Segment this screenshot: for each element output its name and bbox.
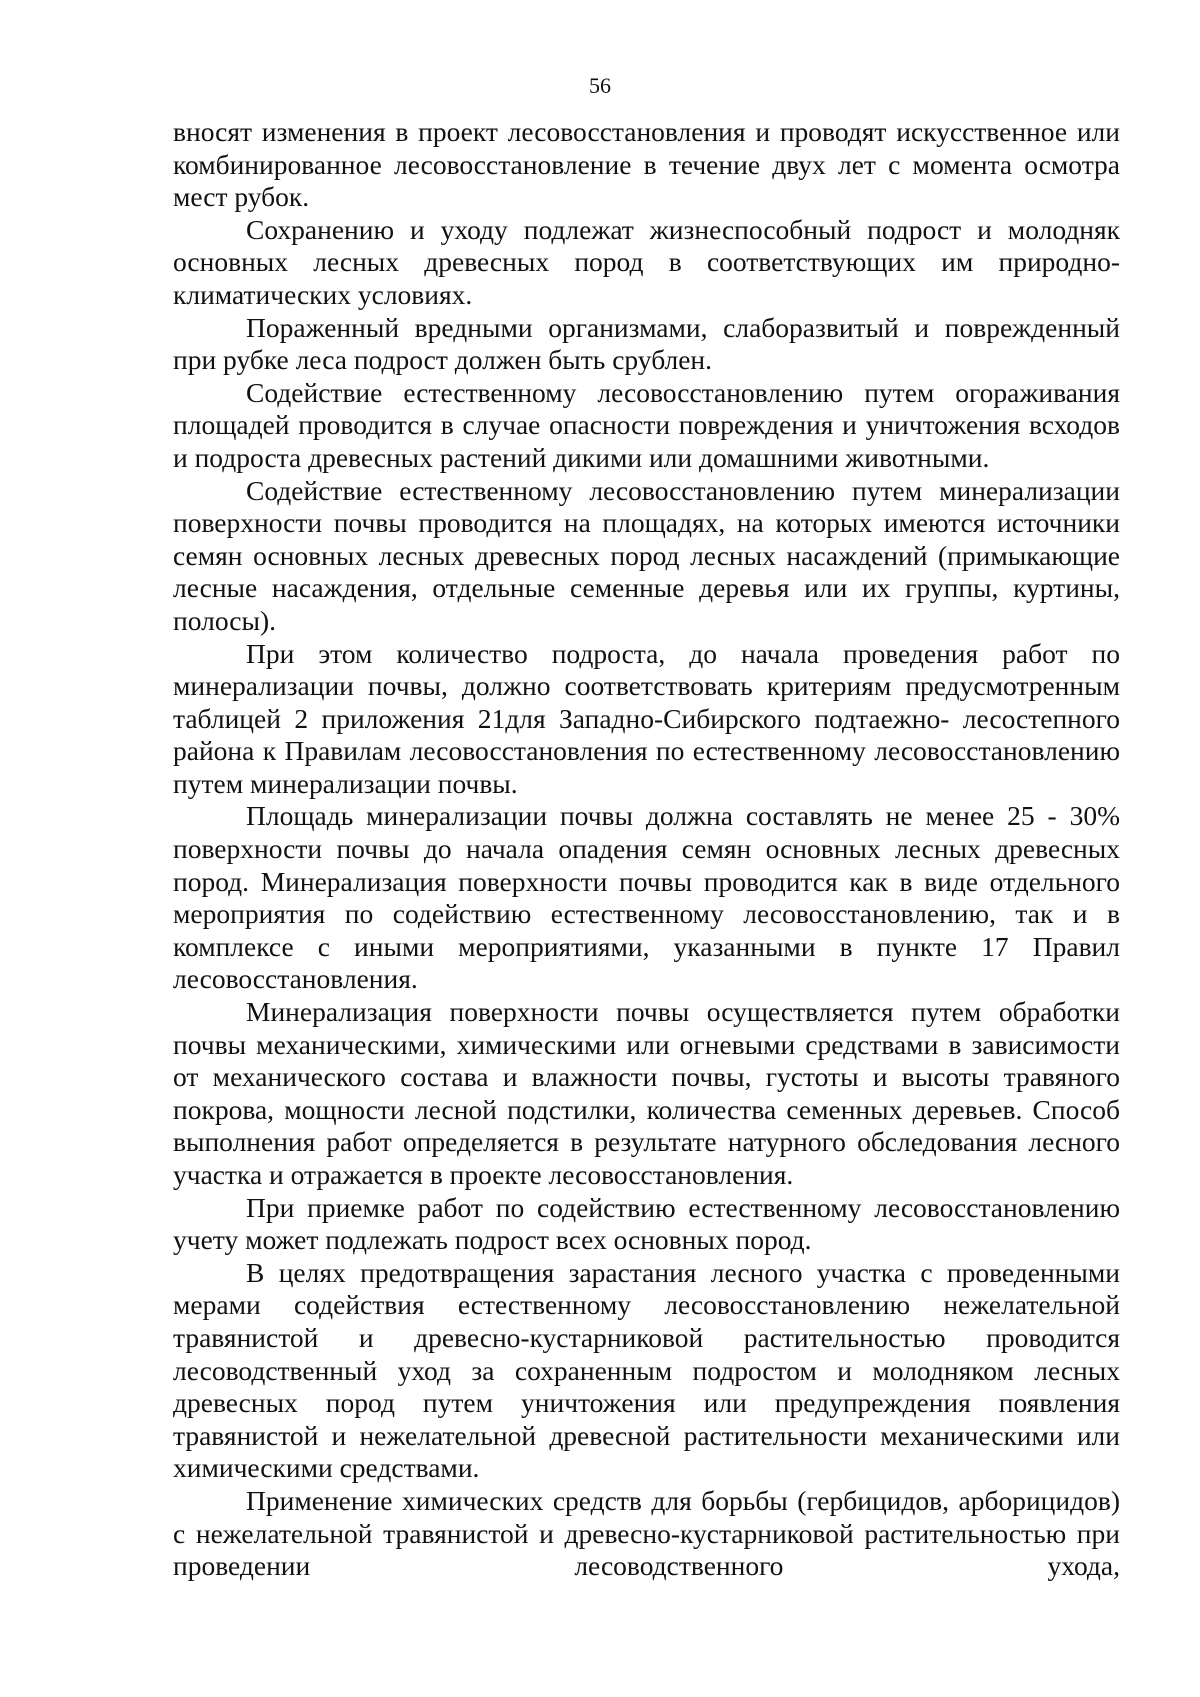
paragraph-mineralization-methods: Минерализация поверхности почвы осуществляется путем обработки почвы механическими, химическими или огневыми средствами в зависимости от механического состава и влажности почвы, густоты и высоты травяного покрова, мощности лесной подстилки, количества семенных деревьев. Способ выполнения работ определяется в результате натурного обследования лесного участка и отражается в проекте лесовосстановления. — [173, 996, 1120, 1190]
document-body — [173, 116, 1120, 1583]
paragraph-fencing: Содействие естественному лесовосстановлению путем огораживания площадей проводится в случае опасности повреждения и уничтожения всходов и подроста древесных растений дикими или домашними животными. — [173, 376, 1120, 473]
paragraph-damaged-undergrowth: Пораженный вредными организмами, слаборазвитый и поврежденный при рубке леса подрост должен быть срублен. — [173, 311, 1120, 376]
paragraph-undergrowth-quantity: При этом количество подроста, до начала проведения работ по минерализации почвы, должно соответствовать критериям предусмотренным таблицей 2 приложения 21для Западно-Сибирского подтаежно- лесостепного района к Правилам лесовосстановления по естественному лесовосстановлению путем минерализации почвы. — [173, 637, 1120, 799]
paragraph-preservation: Сохранению и уходу подлежат жизнеспособный подрост и молодняк основных лесных древесных пород в соответствующих им природно-климатических условиях. — [173, 213, 1120, 310]
paragraph-continuation: вносят изменения в проект лесовосстановления и проводят искусственное или комбинированное лесовосстановление в течение двух лет с момента осмотра мест рубок. — [173, 116, 1120, 213]
paragraph-overgrowth-prevention: В целях предотвращения зарастания лесного участка с проведенными мерами содействия естественному лесовосстановлению нежелательной травянистой и древесно-кустарниковой растительностью проводится лесоводственный уход за сохраненным подростом и молодняком лесных древесных пород путем уничтожения или предупреждения появления травянистой и нежелательной древесной растительности механическими или химическими средствами. — [173, 1256, 1120, 1484]
paragraph-mineralization-area: Площадь минерализации почвы должна составлять не менее 25 - 30% поверхности почвы до начала опадения семян основных лесных древесных пород. Минерализация поверхности почвы проводится как в виде отдельного мероприятия по содействию естественному лесовосстановлению, так и в комплексе с иными мероприятиями, указанными в пункте 17 Правил лесовосстановления. — [173, 800, 1120, 995]
paragraph-chemical-means: Применение химических средств для борьбы (гербицидов, арборицидов) с нежелательной травянистой и древесно-кустарниковой растительностью при проведении лесоводственного ухода, — [173, 1484, 1120, 1582]
page-number: 56 — [589, 73, 611, 98]
paragraph-mineralization: Содействие естественному лесовосстановлению путем минерализации поверхности почвы проводится на площадях, на которых имеются источники семян основных лесных древесных пород лесных насаждений (примыкающие лесные насаждения, отдельные семенные деревья или их группы, куртины, полосы). — [173, 474, 1120, 636]
paragraph-acceptance: При приемке работ по содействию естественному лесовосстановлению учету может подлежать подрост всех основных пород. — [173, 1191, 1120, 1256]
